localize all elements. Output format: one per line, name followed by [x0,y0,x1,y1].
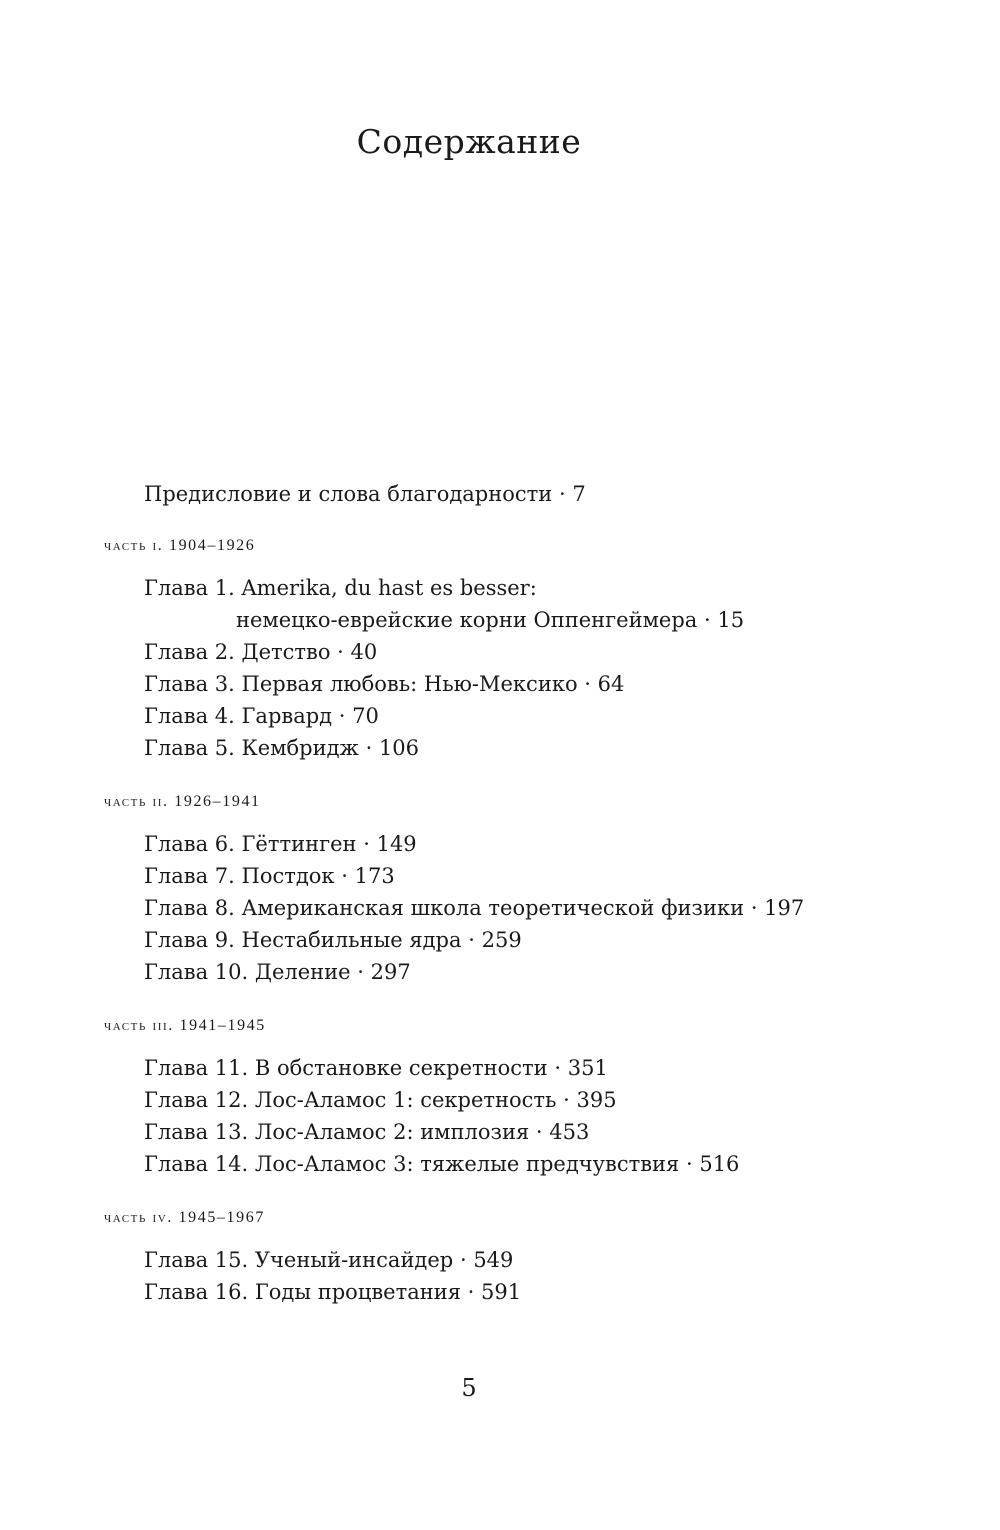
chapter-title: Первая любовь: Нью-Мексико [241,672,578,696]
chapter-title: Деление [254,960,351,984]
chapter-page: 549 [473,1248,514,1272]
chapter-page: 64 [597,672,625,696]
preface-label: Предисловие и слова благодарности [144,482,553,506]
separator-dot: · [554,1056,562,1080]
separator-dot: · [563,1088,570,1112]
chapter-title: Кембридж [241,736,359,760]
toc-entry-chapter-10[interactable] [144,956,1000,988]
chapter-title: Американская школа теоретической физики [241,896,745,920]
toc-entry-chapter-8[interactable] [144,892,1000,924]
table-of-contents [0,478,1000,1330]
toc-entry-chapter-1[interactable] [144,572,1000,636]
part-4-block [0,1202,1000,1308]
separator-dot: · [468,928,475,952]
separator-dot: · [338,704,346,728]
toc-entry-chapter-3[interactable] [144,668,1000,700]
chapter-title: Гарвард [241,704,333,728]
chapter-number: Глава 11. [144,1056,249,1080]
chapter-title: Постдок [241,864,335,888]
toc-entry-chapter-7[interactable] [144,860,1000,892]
chapter-number: Глава 13. [144,1120,249,1144]
chapter-number: Глава 7. [144,864,235,888]
chapter-page: 106 [378,736,420,760]
chapter-page: 197 [764,896,805,920]
chapter-number: Глава 14. [144,1152,249,1176]
part-heading: часть iii. 1941–1945 [104,1017,266,1034]
page-number: 5 [461,1374,477,1402]
toc-entry-chapter-13[interactable] [144,1116,1000,1148]
separator-dot: · [365,736,373,760]
chapter-title-continued: немецко-еврейские корни Оппенгеймера [236,608,698,632]
chapter-page: 516 [699,1152,740,1176]
chapter-page: 70 [352,704,379,728]
chapter-title: Детство [241,640,331,664]
toc-entry-chapter-5[interactable] [144,732,1000,764]
chapter-number: Глава 6. [144,832,235,856]
toc-entry-chapter-15[interactable] [144,1244,1000,1276]
chapter-number: Глава 10. [144,960,249,984]
part-2-block [0,786,1000,988]
chapter-number: Глава 15. [144,1248,249,1272]
toc-entry-preface[interactable] [144,478,1000,510]
chapter-number: Глава 4. [144,704,235,728]
toc-entry-chapter-11[interactable] [144,1052,1000,1084]
chapter-number: Глава 12. [144,1088,249,1112]
separator-dot: · [685,1152,693,1176]
separator-dot: · [337,640,344,664]
chapter-page: 15 [717,608,745,632]
chapter-page: 395 [576,1088,617,1112]
toc-entry-chapter-9[interactable] [144,924,1000,956]
separator-dot: · [459,1248,467,1272]
chapter-title: Amerika, du hast es besser: [241,576,537,600]
chapter-number: Глава 8. [144,896,235,920]
chapter-title: Лос-Аламос 3: тяжелые предчувствия [254,1152,680,1176]
page-title: Содержание [356,122,582,161]
chapter-page: 40 [350,640,378,664]
chapter-number: Глава 3. [144,672,235,696]
chapter-number: Глава 9. [144,928,235,952]
separator-dot: · [363,832,370,856]
separator-dot: · [341,864,348,888]
chapter-page: 297 [370,960,411,984]
chapter-title: Лос-Аламос 1: секретность [254,1088,557,1112]
toc-entry-chapter-6[interactable] [144,828,1000,860]
chapter-number: Глава 2. [144,640,235,664]
chapter-page: 173 [354,864,395,888]
chapter-page: 259 [481,928,522,952]
chapter-title: Годы процветания [254,1280,461,1304]
preface-page: 7 [572,482,586,506]
toc-entry-chapter-16[interactable] [144,1276,1000,1308]
part-heading: часть ii. 1926–1941 [104,793,261,810]
part-3-block [0,1010,1000,1180]
part-heading: часть iv. 1945–1967 [104,1209,265,1226]
separator-dot: · [535,1120,543,1144]
separator-dot: · [750,896,758,920]
chapter-number: Глава 1. [144,576,235,600]
chapter-number: Глава 5. [144,736,235,760]
chapter-title: В обстановке секретности [254,1056,548,1080]
chapter-title: Гёттинген [241,832,357,856]
chapter-page: 351 [567,1056,608,1080]
chapter-title: Нестабильные ядра [241,928,462,952]
chapter-page: 149 [376,832,417,856]
chapter-page: 591 [481,1280,522,1304]
toc-entry-chapter-4[interactable] [144,700,1000,732]
chapter-title: Ученый-инсайдер [254,1248,454,1272]
separator-dot: · [558,482,566,506]
part-heading: часть i. 1904–1926 [104,537,256,554]
separator-dot: · [704,608,711,632]
part-1-block [0,530,1000,764]
toc-entry-chapter-14[interactable] [144,1148,1000,1180]
separator-dot: · [357,960,364,984]
separator-dot: · [467,1280,475,1304]
toc-entry-chapter-12[interactable] [144,1084,1000,1116]
separator-dot: · [584,672,591,696]
chapter-title: Лос-Аламос 2: имплозия [254,1120,530,1144]
toc-entry-chapter-2[interactable] [144,636,1000,668]
chapter-number: Глава 16. [144,1280,249,1304]
chapter-page: 453 [549,1120,590,1144]
